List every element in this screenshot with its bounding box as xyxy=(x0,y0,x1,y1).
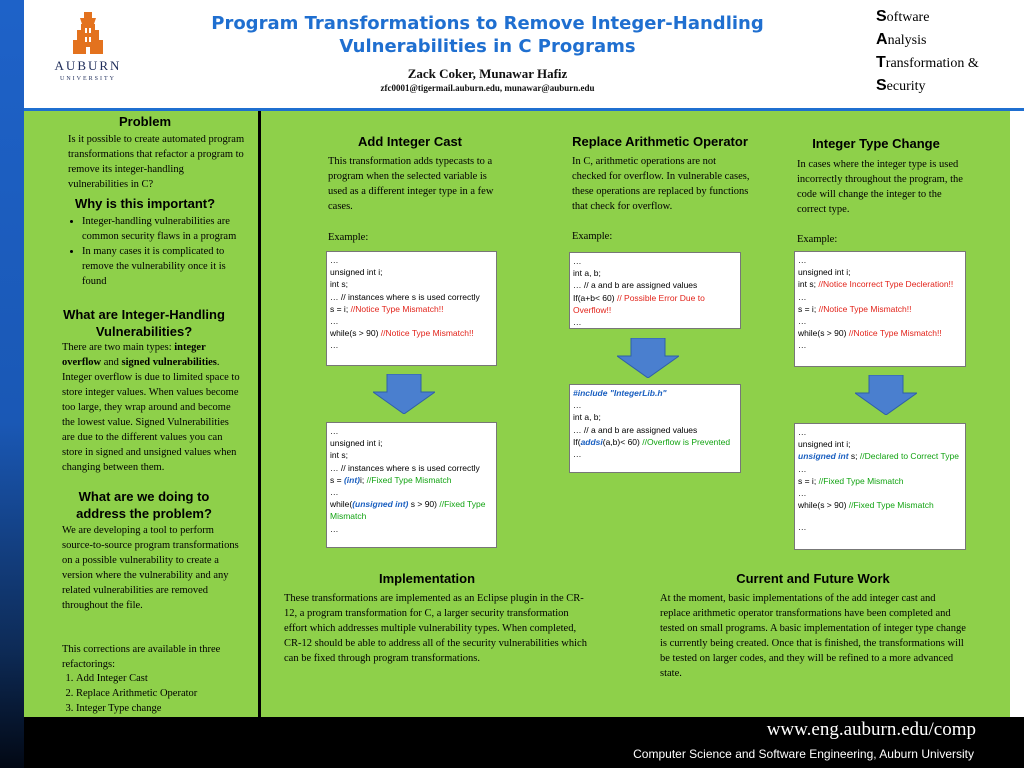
doing-text: We are developing a tool to perform source-to-source program transformations on a possible vulnerability to create a version where the vulnerability and any related vulnerabilities are removed throughout the file. xyxy=(62,525,239,611)
what-text: There are two main types: integer overflow and signed vulnerabilities. Integer overflow is due to limited space to store integer values. When values become too large, they wrap around and become the lowest value. Signed Vulnerabilities are due to the different values you can store in signed and unsigned values when changing between them. xyxy=(62,342,240,473)
authors: Zack Coker, Munawar Hafiz xyxy=(407,66,568,81)
footer-department: Computer Science and Software Engineering, Auburn University xyxy=(633,747,974,761)
what-heading: What are Integer-Handling Vulnerabilities? xyxy=(63,307,225,339)
future-work-text: At the moment, basic implementations of the add integer cast and replace arithmetic operator transformations have been completed and tested on small programs. A basic implementation of integer type change is currently being created. Once that is finished, the transformations will be tested on larger codes, and they will be refined to a more advanced state. xyxy=(660,593,966,679)
why-list xyxy=(68,214,244,289)
footer-url: www.eng.auburn.edu/comp xyxy=(766,719,976,740)
replace-op-example-label: Example: xyxy=(572,231,613,242)
why-heading: Why is this important? xyxy=(74,196,216,211)
doing-heading: What are we doing to address the problem? xyxy=(76,489,212,521)
poster-title: Program Transformations to Remove Integer-Handling Vulnerabilities in C Programs xyxy=(211,13,764,57)
add-cast-description: This transformation adds typecasts to a program when the selected variable is used as a different integer type in a few cases. xyxy=(328,156,494,212)
poster-footer xyxy=(24,717,1024,768)
left-accent-bar xyxy=(0,0,24,768)
column-divider xyxy=(258,111,261,717)
replace-op-heading: Replace Arithmetic Operator xyxy=(572,134,748,149)
refactoring-item: 1. Add Integer Cast xyxy=(76,671,250,686)
sats-line: Analysis xyxy=(876,31,927,48)
down-arrow-icon xyxy=(855,375,917,415)
type-change-after-code: … unsigned int i; unsigned int s; //Declared to Correct Type … s = i; //Fixed Type Mismatch … while(s > 90) //Fixed Type Mismatch … xyxy=(794,423,966,550)
replace-op-after-code: #include "IntegerLib.h" … int a, b; … // a and b are assigned values If(addsi(a,b)< 60) //Overflow is Prevented … xyxy=(569,384,741,473)
type-change-example-label: Example: xyxy=(797,234,838,245)
problem-heading: Problem xyxy=(118,114,171,129)
implementation-heading: Implementation xyxy=(378,571,476,586)
add-cast-heading: Add Integer Cast xyxy=(357,134,462,149)
implementation-text: These transformations are implemented as an Eclipse plugin in the CR-12, a program transformation for C, a larger security transformation effort which addresses multiple vulnerability types. When completed, CR-12 should be able to address all of the security vulnerabilities which can be fixed through program transformations. xyxy=(284,593,587,664)
why-item: • Integer-handling vulnerabilities are common security flaws in a program xyxy=(82,214,244,244)
add-cast-after-code: … unsigned int i; int s; … // instances where s is used correctly s = (int)i; //Fixed Type Mismatch … while((unsigned int) s > 90) //Fixed Type Mismatch … xyxy=(326,422,497,548)
refactoring-list xyxy=(60,671,250,716)
add-cast-example-label: Example: xyxy=(328,232,369,243)
replace-op-description: In C, arithmetic operations are not checked for overflow. In vulnerable cases, these operations are replaced by functions that check for overflow. xyxy=(572,156,750,212)
future-work-heading: Current and Future Work xyxy=(736,571,890,586)
add-cast-before-code: … unsigned int i; int s; … // instances where s is used correctly s = i; //Notice Type Mismatch!! … while(s > 90) //Notice Type Mismatch!! … xyxy=(326,251,497,366)
logo-subtext: UNIVERSITY xyxy=(60,76,116,82)
problem-text: Is it possible to create automated program transformations that refactor a program to remove its integer-handling vulnerabilities in C? xyxy=(68,134,245,190)
why-item: • In many cases it is complicated to remove the vulnerability once it is found xyxy=(82,244,244,289)
author-emails: zfc0001@tigermail.auburn.edu, munawar@auburn.edu xyxy=(380,83,595,93)
sats-line: Transformation & xyxy=(876,54,979,71)
replace-op-before-code: … int a, b; … // a and b are assigned values If(a+b< 60) // Possible Error Due to Overflow!! … xyxy=(569,252,741,329)
available-text: This corrections are available in three refactorings: xyxy=(62,644,221,670)
down-arrow-icon xyxy=(373,374,435,414)
refactoring-item: 3. Integer Type change xyxy=(76,701,250,716)
type-change-before-code: … unsigned int i; int s; //Notice Incorrect Type Decleration!! … s = i; //Notice Type Mismatch!! … while(s > 90) //Notice Type Mismatch!! … xyxy=(794,251,966,367)
refactoring-item: 2. Replace Arithmetic Operator xyxy=(76,686,250,701)
logo-wordmark: AUBURN xyxy=(54,58,122,73)
down-arrow-icon xyxy=(617,338,679,378)
type-change-heading: Integer Type Change xyxy=(812,136,940,151)
sats-line: Software xyxy=(876,8,930,25)
type-change-description: In cases where the integer type is used incorrectly throughout the program, the code will change the integer to the correct type. xyxy=(797,159,963,215)
sats-group-name xyxy=(876,6,1016,98)
right-margin xyxy=(1010,111,1024,717)
sats-line: Security xyxy=(876,77,926,94)
